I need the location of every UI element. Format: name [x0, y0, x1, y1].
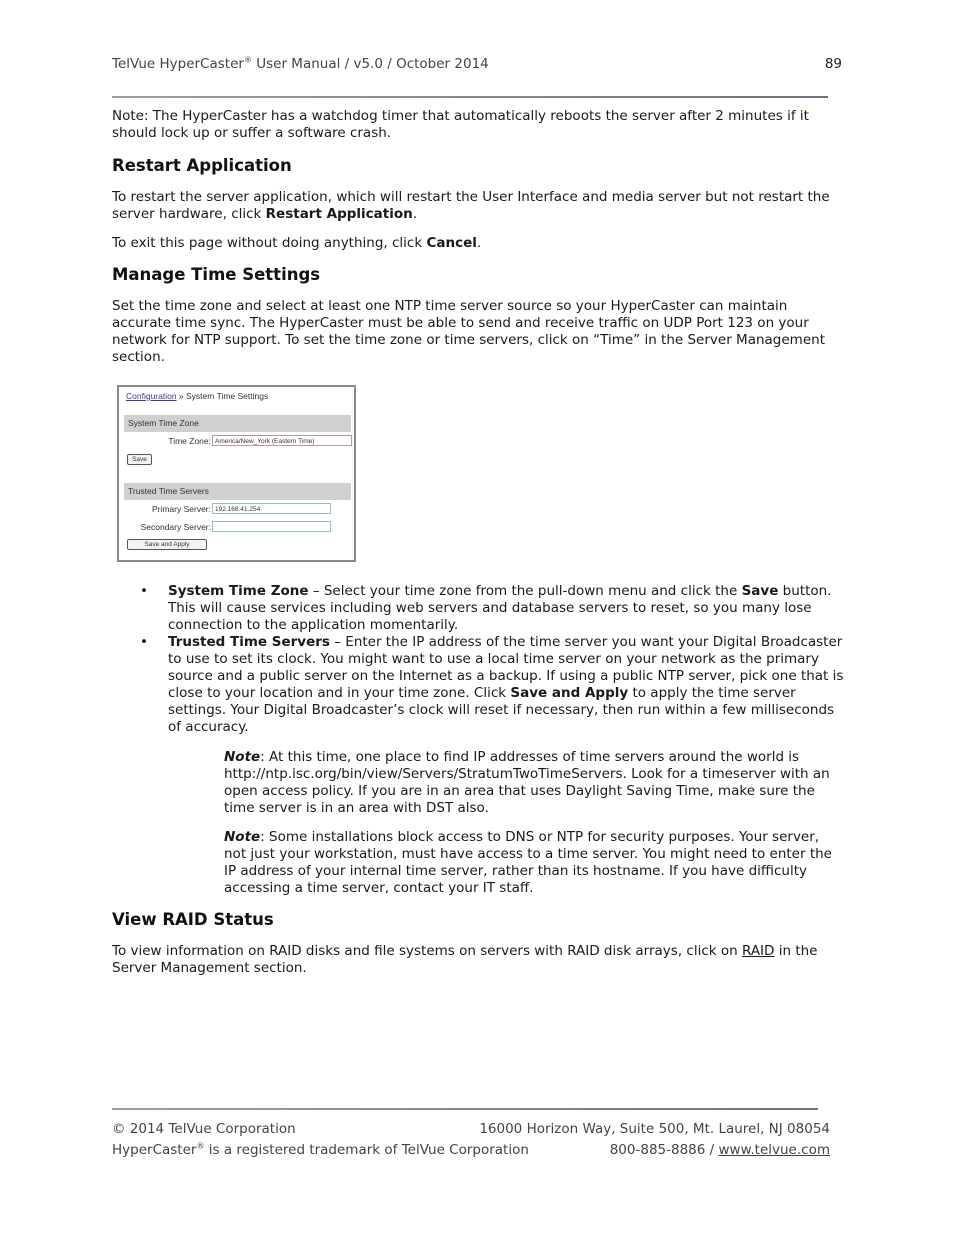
- restart-paragraph: To restart the server application, which will restart the User Interface and media server but not restart the server hardware, click Restart Application.: [112, 189, 830, 222]
- bullet-trusted-time-servers: • Trusted Time Servers – Enter the IP address of the time server you want your Digital Broadcaster to use to set its clock. You might want to use a local time server on your network as the primary source and a public server on the Internet as a backup. If using a public NTP server, pick one that is close to your location and in your time zone. Click Save and Apply to apply the time server settings. Your Digital Broadcaster’s clock will reset if necessary, then run within a few milliseconds of accuracy.: [140, 634, 844, 735]
- footer: [112, 1119, 830, 1161]
- footer-address: 16000 Horizon Way, Suite 500, Mt. Laurel, NJ 08054: [479, 1121, 830, 1137]
- header-divider: [112, 96, 828, 98]
- breadcrumb: Configuration » System Time Settings: [126, 391, 269, 401]
- system-time-zone-section: System Time Zone: [124, 415, 351, 432]
- breadcrumb-configuration-link[interactable]: Configuration: [126, 391, 177, 401]
- cancel-paragraph: To exit this page without doing anything, click Cancel.: [112, 235, 482, 251]
- header-title: TelVue HyperCaster® User Manual / v5.0 / October 2014: [112, 55, 489, 72]
- time-paragraph: Set the time zone and select at least one NTP time server source so your HyperCaster can maintain accurate time sync. The HyperCaster must be able to send and receive traffic on UDP Port 123 on your network for NTP support. To set the time zone or time servers, click on “Time” in the Server Management section.: [112, 298, 825, 365]
- save-and-apply-button[interactable]: Save and Apply: [127, 539, 207, 550]
- footer-divider: [112, 1108, 818, 1110]
- time-zone-select[interactable]: America/New_York (Eastern Time): [212, 435, 352, 446]
- breadcrumb-current: System Time Settings: [186, 391, 269, 401]
- footer-contact: [610, 1140, 830, 1161]
- footer-copyright: © 2014 TelVue Corporation: [112, 1121, 296, 1137]
- trusted-time-servers-section: Trusted Time Servers: [124, 483, 351, 500]
- heading-restart-application: Restart Application: [112, 156, 292, 175]
- save-button[interactable]: Save: [127, 454, 152, 465]
- page-header: [112, 56, 842, 72]
- secondary-server-input[interactable]: [212, 521, 331, 532]
- raid-paragraph: To view information on RAID disks and file systems on servers with RAID disk arrays, click on RAID in the Server Management section.: [112, 943, 818, 976]
- heading-manage-time-settings: Manage Time Settings: [112, 265, 321, 284]
- bullet-icon: •: [140, 583, 148, 599]
- note-dns-ntp-block: Note: Some installations block access to DNS or NTP for security purposes. Your server, not just your workstation, must have access to a time server. You might need to enter the IP address of your internal time server, rather than its hostname. If you have difficulty accessing a time server, contact your IT staff.: [224, 829, 832, 896]
- bullet-list: [140, 583, 845, 736]
- secondary-server-label: Secondary Server:: [140, 522, 211, 532]
- system-time-settings-screenshot: [117, 385, 356, 562]
- footer-website-link[interactable]: www.telvue.com: [718, 1142, 830, 1158]
- footer-phone: 800-885-8886 /: [609, 1142, 719, 1158]
- raid-link[interactable]: RAID: [741, 943, 775, 959]
- footer-trademark: HyperCaster® is a registered trademark of TelVue Corporation: [112, 1141, 529, 1158]
- bullet-icon: •: [140, 634, 148, 650]
- note-ntp-servers: Note: At this time, one place to find IP addresses of time servers around the world is http://ntp.isc.org/bin/view/Servers/StratumTwoTimeServers. Look for a timeserver with an open access policy. If you are in an area that uses Daylight Saving Time, make sure the time server is in an area with DST also.: [224, 749, 830, 816]
- primary-server-input[interactable]: 192.168.41.254: [212, 503, 331, 514]
- heading-view-raid-status: View RAID Status: [112, 910, 274, 929]
- primary-server-label: Primary Server:: [151, 504, 211, 514]
- time-zone-label: Time Zone:: [168, 436, 211, 446]
- bullet-system-time-zone: • System Time Zone – Select your time zone from the pull-down menu and click the Save button. This will cause services including web servers and database servers to reset, so you many lose connection to the application momentarily.: [140, 583, 832, 633]
- page-number: 89: [824, 56, 842, 72]
- watchdog-note: Note: The HyperCaster has a watchdog timer that automatically reboots the server after 2 minutes if it should lock up or suffer a software crash.: [112, 108, 809, 141]
